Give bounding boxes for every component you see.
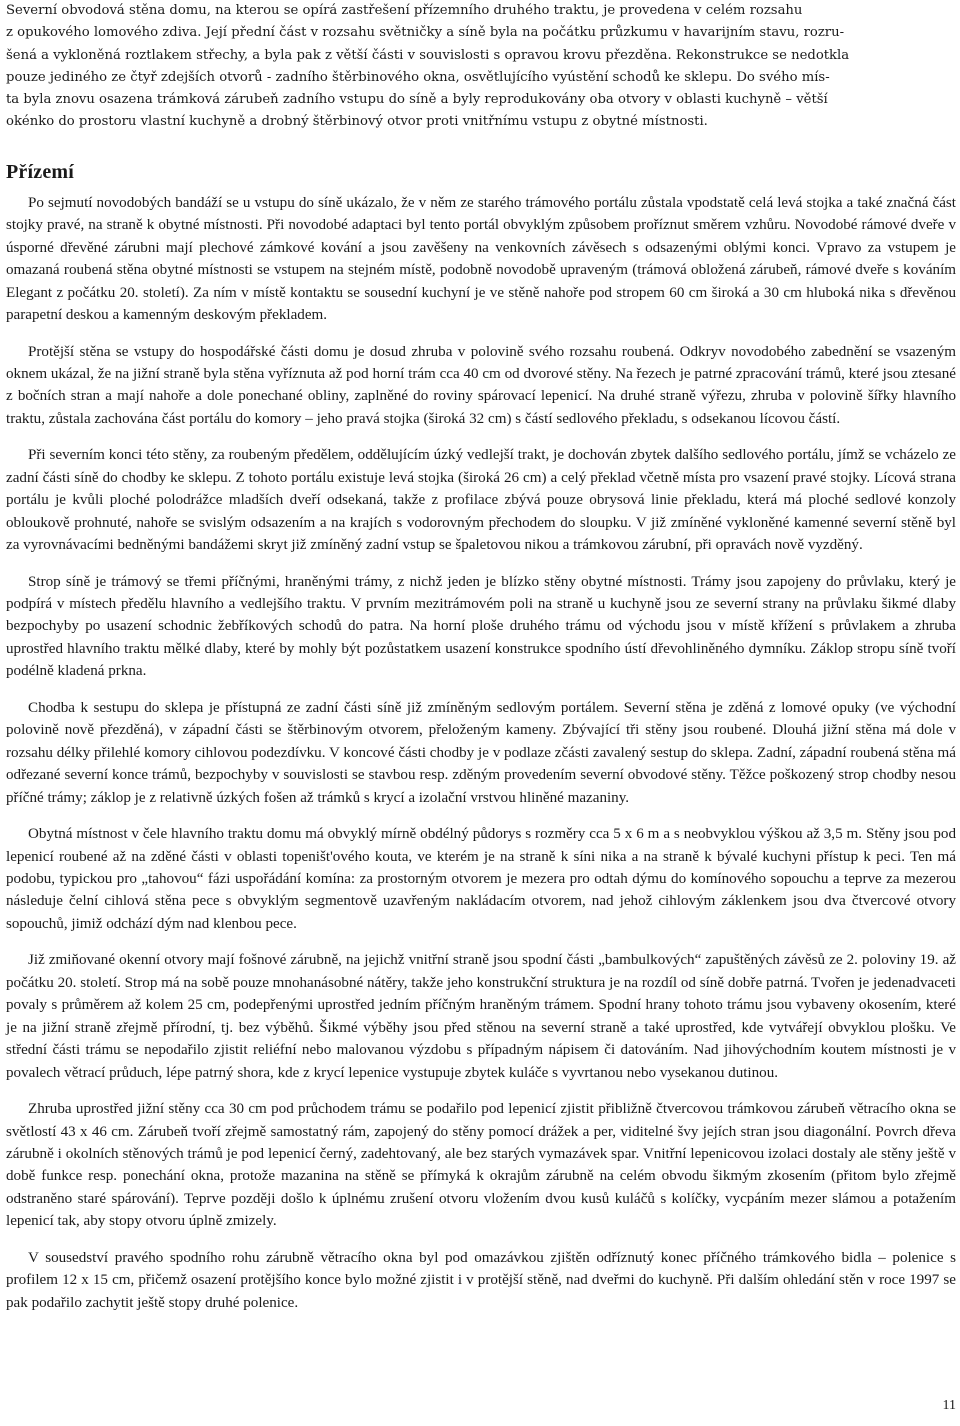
paragraph: Již zmiňované okenní otvory mají fošnové zárubně, na jejichž vnitřní straně jsou spodní části „bambulkových“ zapuštěných závěsů ze 2. poloviny 19. až počátku 20. století. Strop má na sobě pouze mnohanásobné nátěry, takže jeho konstrukční struktura je na rozdíl od síně dobře patrná. Tvořen je jedenadvaceti povaly s průměrem až kolem 25 cm, podepřenými uprostřed jedním příčným hraněným trámem. Spodní hrany tohoto trámu jsou vybaveny okosením, které je na jižní straně zřejmě přírodní, tj. bez výběhů. Šikmé výběhy jsou před stěnou na severní straně a také uprostřed, kde vytvářejí obvyklou plošku. Ve střední části trámu se nepodařilo zjistit reliéfní nebo malovanou výzdobu s případným nápisem či datováním. Nad jihovýchodním koutem místnosti je v povalech větrací průduch, lépe patrný shora, kde z krycí lepenice vystupuje zbytek kuláče s vyvrtanou nebo vysekanou dutinou. <box>6 952 956 1081</box>
intro-line: z opukového lomového zdiva. Její přední část v rozsahu světničky a síně byla na počátku průzkumu v havarijním stavu, rozru- <box>6 25 845 41</box>
intro-line: Severní obvodová stěna domu, na kterou se opírá zastřešení přízemního druhého traktu, je provedena v celém rozsahu <box>6 3 803 18</box>
paragraph: Obytná místnost v čele hlavního traktu domu má obvyklý mírně obdélný půdorys s rozměry cca 5 x 6 m a s neobvyklou výškou až 3,5 m. Stěny jsou pod lepenicí roubené až na zděné části v oblasti topeništ'ového kouta, ve kterém je na straně k síni nika a na straně k bývalé kuchyni přístup k peci. Ten má podobu, typickou pro „tahovou“ fázi uspořádání komína: za prostorným otvorem je mezera pro odtah dýmu do komínového sopouchu a teprve za mezerou následuje čelní cihlová stěna pece s obvyklým segmentově uzavřeným nakládacím otvorem, nad jehož cihlovým záklenkem jsou dva čtvercové otvory sopouchů, jimiž odchází dým nad klenbou pece. <box>6 826 956 932</box>
paragraph: Protější stěna se vstupy do hospodářské části domu je dosud zhruba v polovině svého rozsahu roubená. Odkryv novodobého zabednění se vsazeným oknem ukázal, že na jižní straně byla stěna vyříznuta až pod horní trám cca 40 cm od dvorové stěny. Na řezech je patrné zpracování trámů, které jsou ztesané z bočních stran a mají nahoře a dole ponechané obliny, zaplněné do roviny spárovací lepenicí. Na druhé straně výřezu, zhruba v polovině šířky hlavního traktu, zůstala zachována část portálu do komory – jeho pravá stojka (široká 32 cm) s částí sedlového překladu, s odsekanou lícovou částí. <box>6 343 956 427</box>
section-heading: Přízemí <box>6 160 75 183</box>
intro-line: ta byla znovu osazena trámková zárubeň zadního vstupu do síně a byly reprodukovány oba otvory v oblasti kuchyně – větší <box>6 92 828 108</box>
paragraph: V sousedství pravého spodního rohu zárubně větracího okna byl pod omazávkou zjištěn odříznutý konec příčného trámkového bidla – polenice s profilem 12 x 15 cm, přičemž osazení protějšího konce bylo možné zjistit i v protější stěně, nad dveřmi do kuchyně. Při dalším ohledání stěn v roce 1997 se pak podařilo zachytit ještě stopy druhé polenice. <box>6 1249 956 1311</box>
paragraph: Chodba k sestupu do sklepa je přístupná ze zadní části síně již zmíněným sedlovým portálem. Severní stěna je zděná z lomové opuky (ve východní polovině nově přezděná), v západní části se štěrbinovým otvorem, přeloženým kameny. Zbývající tři stěny jsou roubené. Dlouhá jižní stěna má dole v rozsahu délky přilehlé komory cihlovou podezdívku. V koncové části chodby je v podlaze zčásti zavalený sestup do sklepa. Zadní, západní roubená stěna má odřezané severní konce trámů, bezpochyby v souvislosti se stavbou resp. zděným provedením severní obvodové stěny. Těžce poškozený strop chodby nesou příčné trámy; záklop je z relativně úzkých fošen až trámků s krycí a izolační vrstvou hliněné mazaniny. <box>6 699 956 806</box>
paragraph: Po sejmutí novodobých bandáží se u vstupu do síně ukázalo, že v něm ze starého trámového portálu zůstala vpodstatě celá levá stojka a také značná část stojky pravé, na straně k obytné místnosti. Při novodobé adaptaci byl tento portál obvyklým způsobem proříznut směrem vzhůru. Novodobé rámové dveře v úsporné dřevěné zárubni mají plechové zámkové kování a jsou zavěšeny na venkovních závěsech s odsazenými oblými konci. Vpravo za vstupem je omazaná roubená stěna obytné místnosti se vstupem na stejném místě, podobně novodobě upraveným (trámová obložená zárubeň, rámové dveře s kováním Elegant z počátku 20. století). Za ním v místě kontaktu se sousední kuchyní je ve stěně nahoře pod stropem 60 cm široká a 30 cm hluboká nika s dřevěnou parapetní deskou a kamenným deskovým překladem. <box>6 194 956 324</box>
document-page <box>6 0 956 1328</box>
page-number: 11 <box>942 1398 956 1413</box>
intro-line: šená a vykloněná roztlakem střechy, a byla pak z větší části v souvislosti s opravou krovu přezděna. Rekonstrukce se nedotkla <box>6 47 850 63</box>
intro-line: okénko do prostoru vlastní kuchyně a drobný štěrbinový otvor proti vnitřnímu vstupu z obytné místnosti. <box>6 114 708 130</box>
paragraph: Při severním konci této stěny, za roubeným předělem, oddělujícím úzký vedlejší trakt, je dochován zbytek dalšího sedlového portálu, jímž se vcházelo ze zadní části síně do chodby ke sklepu. Z tohoto portálu existuje levá stojka (široká 26 cm) a celý překlad včetně místa pro vsazení pravé stojky. Lícová strana portálu je kvůli ploché polodrážce mladších dveří odsekaná, takže z profilace zbývá pouze obrysová linie překladu, která má ploché sedlové konzoly obloukově prohnuté, nahoře se svislým odsazením a na krajích s vodorovným přechodem do sloupku. V již zmíněné vykloněné kamenné severní stěně byl za vyrovnávacími bedněnými bandážemi skryt již zmíněný zadní vstup se špaletovou nikou a trámkovou zárubní, při opravách nově vyzděný. <box>6 447 956 554</box>
intro-line: pouze jediného ze čtyř zdejších otvorů - zadního štěrbinového okna, osvětlujícího vyústění schodů ke sklepu. Do svého mís- <box>6 69 830 85</box>
intro-text <box>6 0 956 134</box>
paragraph: Zhruba uprostřed jižní stěny cca 30 cm pod průchodem trámu se podařilo pod lepenicí zjistit přibližně čtvercovou trámkovou zárubeň větracího okna se světlostí 43 x 46 cm. Zárubeň tvoří zřejmě samostatný rám, zapojený do stěny pomocí drážek a per, viditelné švy jejích stran jsou diagonální. Povrch dřeva zárubně i okolních stěnových trámů je pod lepenicí černý, zadehtovaný, ale bez starých vymazávek spar. Vnitřní lepenicovou izolaci dostaly ale stěny ještě v době funkce resp. ponechání okna, protože mazanina na stěně se přímyká k okrajům zárubně na celém obvodu šikmým zkosením (přitom bylo zřejmě odstraněno staré spárování). Teprve později došlo k úplnému zrušení otvoru vložením dvou kusů kuláčů s kolíčky, vycpáním mezer slámou a potažením lepenicí tak, aby stopy otvoru úplně zmizely. <box>6 1101 956 1230</box>
paragraph: Strop síně je trámový se třemi příčnými, hraněnými trámy, z nichž jeden je blízko stěny obytné místnosti. Trámy jsou zapojeny do průvlaku, který je podpírá v místech předělu hlavního a vedlejšího traktu. V prvním mezitrámovém poli na straně u kuchyně jsou ze severní strany na průvlaku šikmé dlaby bezpochyby po usazení schodnic žebříkových schodů do patra. Na horní ploše druhého trámu od východu jsou v místě křížení s průvlakem a zhruba uprostřed hlavního traktu mělké dlaby, které by mohly být pozůstatkem usazení konstrukce spodního ústí dřevohliněného dymníku. Záklop stropu síně tvoří podélně kladená prkna. <box>6 573 956 680</box>
